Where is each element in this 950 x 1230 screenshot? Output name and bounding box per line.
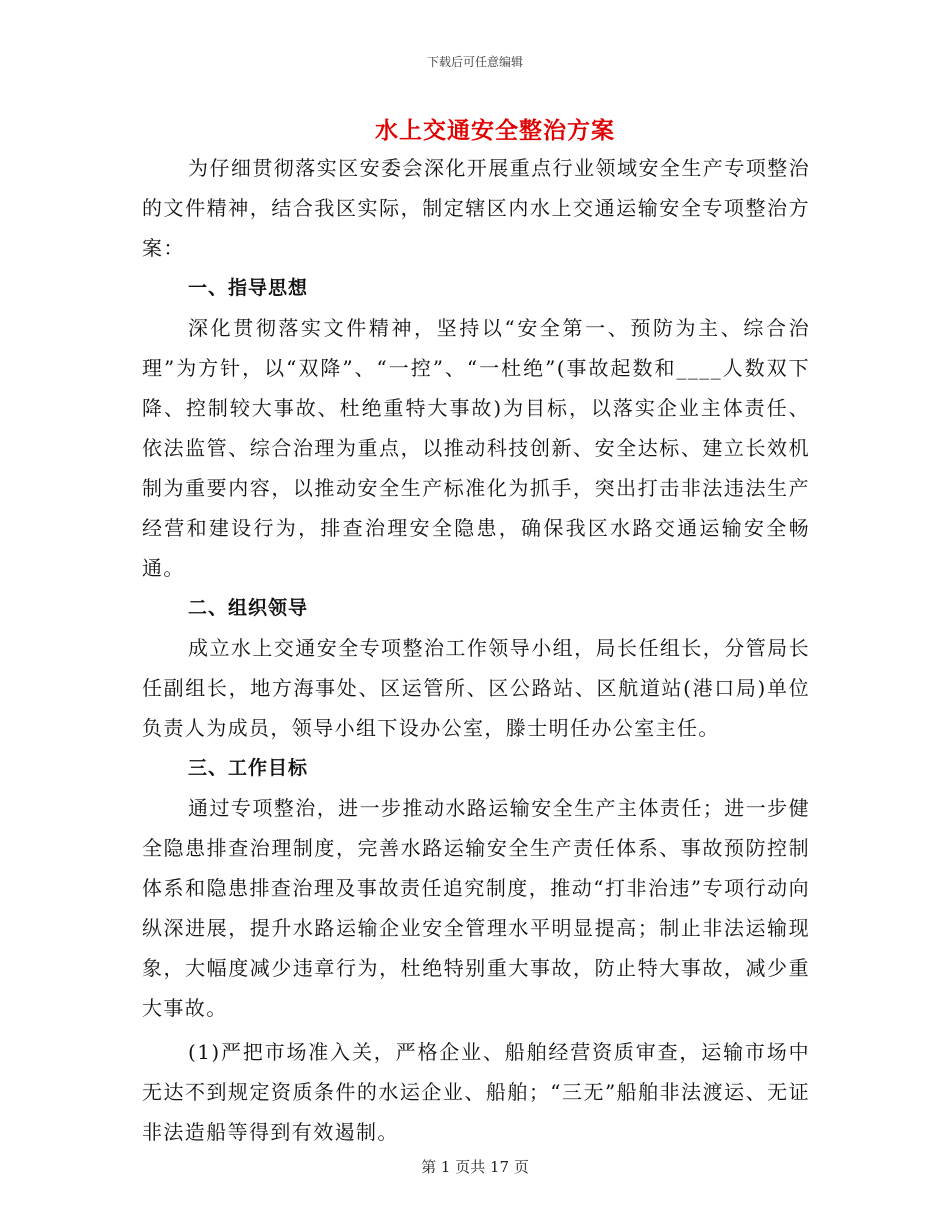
section-paragraph-work-goals: 通过专项整治，进一步推动水路运输安全生产主体责任；进一步健全隐患排查治理制度，完善水路运输安全生产责任体系、事故预防控制体系和隐患排查治理及事故责任追究制度，推动“打非治违”专项行动向纵深进展，提升水路运输企业安全管理水平明显提高；制止非法运输现象，大幅度减少违章行为，杜绝特别重大事故，防止特大事故，减少重大事故。 <box>142 796 810 1020</box>
header-note: 下载后可任意编辑 <box>426 55 523 69</box>
section-heading-organization: 二、组织领导 <box>188 597 309 619</box>
section-heading-work-goals: 三、工作目标 <box>188 757 309 779</box>
intro-paragraph: 为仔细贯彻落实区安委会深化开展重点行业领域安全生产专项整治的文件精神，结合我区实际，制定辖区内水上交通运输安全专项整治方案： <box>142 156 810 260</box>
page-footer: 第 1 页共 17 页 <box>421 1158 529 1176</box>
document-body <box>142 148 810 1152</box>
section-paragraph-guiding-ideology: 深化贯彻落实文件精神，坚持以“安全第一、预防为主、综合治理”为方针，以“双降”、“一控”、“一杜绝”(事故起数和____人数双下降、控制较大事故、杜绝重特大事故)为目标，以落实企业主体责任、依法监管、综合治理为重点，以推动科技创新、安全达标、建立长效机制为重要内容，以推动安全生产标准化为抓手，突出打击非法违法生产经营和建设行为，排查治理安全隐患，确保我区水路交通运输安全畅通。 <box>142 316 810 580</box>
document-title: 水上交通安全整治方案 <box>375 117 615 144</box>
section-heading-guiding-ideology: 一、指导思想 <box>188 277 309 299</box>
section-paragraph-organization: 成立水上交通安全专项整治工作领导小组，局长任组长，分管局长任副组长，地方海事处、区运管所、区公路站、区航道站(港口局)单位负责人为成员，领导小组下设办公室，滕士明任办公室主任。 <box>142 636 810 740</box>
item-1-paragraph: (1)严把市场准入关，严格企业、船舶经营资质审查，运输市场中无达不到规定资质条件的水运企业、船舶；“三无”船舶非法渡运、无证非法造船等得到有效遏制。 <box>142 1040 810 1144</box>
